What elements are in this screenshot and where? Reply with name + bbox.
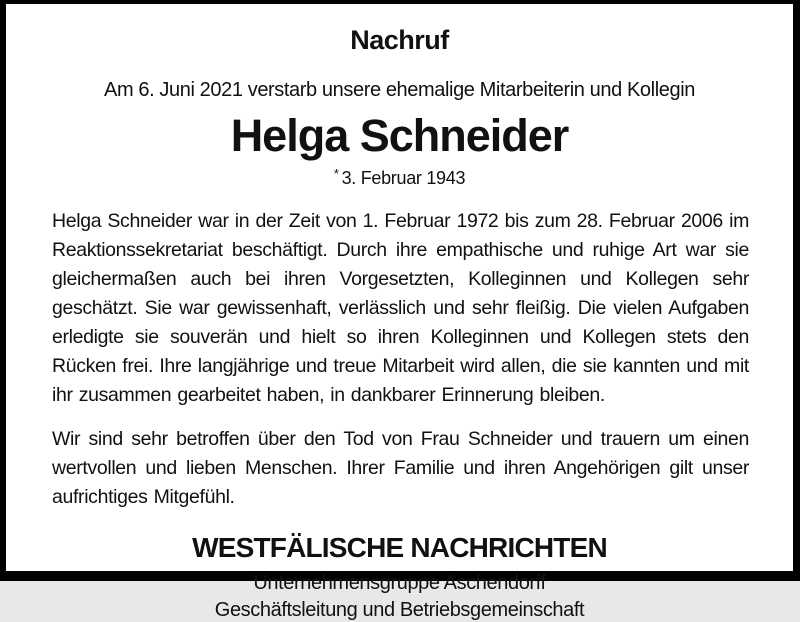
- company-group-line: Unternehmensgruppe Aschendorff: [253, 571, 546, 594]
- obituary-notice: [6, 4, 793, 621]
- intro-line: Am 6. Juni 2021 verstarb unsere ehemalige Mitarbeiterin und Kollegin: [104, 79, 695, 102]
- signatories-line: Geschäftsleitung und Betriebsgemeinschaft: [214, 598, 585, 621]
- birth-date-line: [6, 166, 793, 189]
- deceased-name: Helga Schneider: [230, 110, 569, 162]
- notice-heading: Nachruf: [350, 25, 449, 55]
- company-name: WESTFÄLISCHE NACHRICHTEN: [192, 531, 607, 563]
- obituary-paragraph-2: Wir sind sehr betroffen über den Tod von Frau Schneider und trauern um einen wertvollen und lieben Menschen. Ihrer Familie und ihren Angehörigen gilt unser aufrichtiges Mitgefühl.: [52, 427, 749, 508]
- obituary-paragraph-1: Helga Schneider war in der Zeit von 1. Februar 1972 bis zum 28. Februar 2006 im Reaktionssekretariat beschäftigt. Durch ihre empathische und ruhige Art war sie gleichermaßen auch bei ihren Vorgesetzten, Kolleginnen und Kollegen sehr geschätzt. Sie war gewissenhaft, verlässlich und sehr fleißig. Die vielen Aufgaben erledigte sie souverän und hielt so ihren Kolleginnen und Kollegen stets den Rücken frei. Ihre langjährige und treue Mitarbeit wird allen, die sie kannten und mit ihr zusammen gearbeitet haben, in dankbarer Erinnerung bleiben.: [52, 209, 749, 406]
- born-asterisk-symbol: *: [333, 165, 339, 181]
- birth-date: 3. Februar 1943: [341, 167, 466, 188]
